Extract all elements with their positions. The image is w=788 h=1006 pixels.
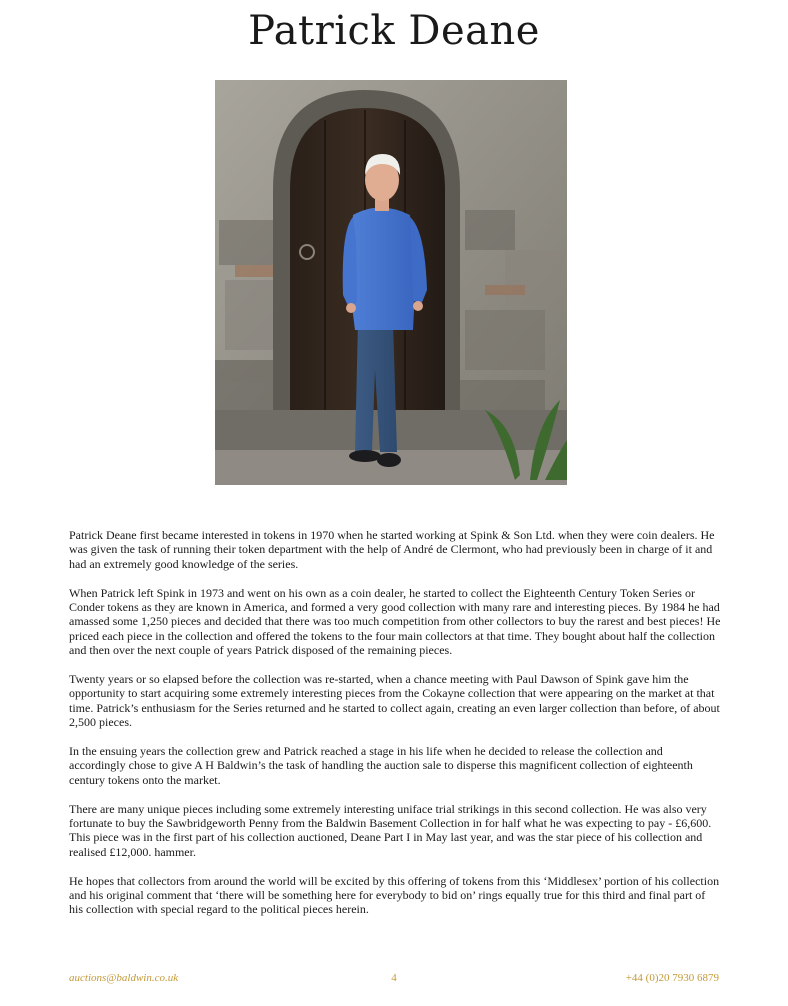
article-paragraph: Twenty years or so elapsed before the collection was re-started, when a chance meeting with Paul Dawson of Spink gave him the opportunity to start acquiring some extremely interesting pieces from the Cokayne collection that were appearing on the market at that time. Patrick’s enthusiasm for the Series returned and he started to collect again, creating an even larger collection than before, of about 2,500 pieces. bbox=[69, 672, 720, 730]
article-paragraph: In the ensuing years the collection grew and Patrick reached a stage in his life when he decided to release the collection and accordingly chose to give A H Baldwin’s the task of handling the auction sale to disperse this magnificent collection of eighteenth century tokens onto the market. bbox=[69, 744, 693, 787]
article-paragraph: Patrick Deane first became interested in tokens in 1970 when he started working at Spink & Son Ltd. when they were coin dealers. He was given the task of running their token department with the help of André de Clermont, who had previously been in charge of it and had an extremely good knowledge of the series. bbox=[69, 528, 715, 571]
article-body bbox=[69, 528, 721, 931]
footer-email-link[interactable]: auctions@baldwin.co.uk bbox=[69, 972, 179, 984]
page-title: Patrick Deane bbox=[248, 8, 540, 54]
page-number: 4 bbox=[391, 972, 397, 984]
page-footer bbox=[69, 972, 719, 988]
article-paragraph: He hopes that collectors from around the world will be excited by this offering of tokens from this ‘Middlesex’ portion of his collection and his original comment that ‘there will be something here for everybody to bid on’ rings equally true for this third and final part of his collection with special regard to the political pieces herein. bbox=[69, 873, 720, 917]
portrait-photo bbox=[215, 80, 567, 485]
footer-phone: +44 (0)20 7930 6879 bbox=[625, 972, 719, 984]
article-paragraph: There are many unique pieces including some extremely interesting uniface trial strikings in this second collection. He was also very fortunate to buy the Sawbridgeworth Penny from the Baldwin Basement Collection in for half what he was expecting to pay - £6,600. This piece was in the first part of his collection auctioned, Deane Part I in May last year, and was the star piece of his collection and realised £12,000. hammer. bbox=[69, 801, 712, 859]
article-paragraph: When Patrick left Spink in 1973 and went on his own as a coin dealer, he started to collect the Eighteenth Century Token Series or Conder tokens as they are known in America, and formed a very good collection with many rare and interesting pieces. By 1984 he had amassed some 1,250 pieces and decided that there was too much competition from other collectors to buy the rarest and best pieces! He priced each piece in the collection and offered the tokens to the four main collectors at that time. They bought about half the collection and then over the next couple of years Patrick disposed of the remaining pieces. bbox=[69, 585, 721, 658]
